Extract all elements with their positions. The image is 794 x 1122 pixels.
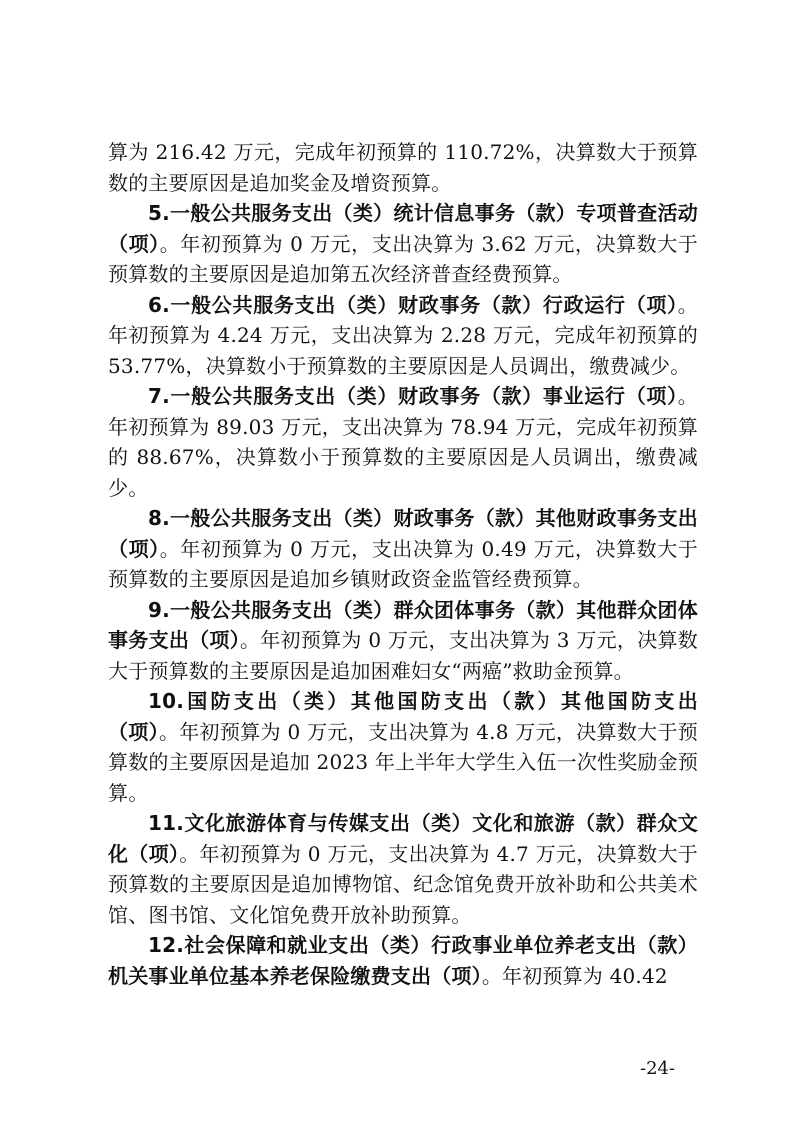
- item-8-body: 。年初预算为 0 万元，支出决算为 0.49 万元，决算数大于预算数的主要原因是追加乡镇财政资金监管经费预算。: [108, 536, 698, 591]
- document-page: [108, 137, 698, 991]
- paragraph-item-5: [108, 198, 698, 290]
- paragraph-item-11: [108, 808, 698, 930]
- paragraph-item-12: [108, 930, 698, 991]
- paragraph-item-10: [108, 686, 698, 808]
- item-11-heading: 11.文化旅游体育与传媒支出（类）文化和旅游（款）群众文化（项）: [108, 811, 698, 866]
- item-8-heading: 8.一般公共服务支出（类）财政事务（款）其他财政事务支出（项）: [108, 506, 698, 561]
- paragraph-1: [108, 137, 698, 198]
- page-number: -24-: [640, 1058, 676, 1079]
- item-6-body: 。年初预算为 4.24 万元，支出决算为 2.28 万元，完成年初预算的 53.77%，决算数小于预算数的主要原因是人员调出，缴费减少。: [108, 292, 698, 378]
- item-5-heading: 5.一般公共服务支出（类）统计信息事务（款）专项普查活动（项）: [108, 201, 698, 256]
- paragraph-item-7: [108, 381, 698, 503]
- item-12-body: 。年初预算为 40.42: [481, 963, 668, 988]
- paragraph-item-8: [108, 503, 698, 595]
- item-10-heading: 10.国防支出（类）其他国防支出（款）其他国防支出（项）: [108, 689, 698, 744]
- item-7-body: 。年初预算为 89.03 万元，支出决算为 78.94 万元，完成年初预算的 88.67%，决算数小于预算数的主要原因是人员调出，缴费减少。: [108, 384, 698, 500]
- item-6-heading: 6.一般公共服务支出（类）财政事务（款）行政运行（项）: [148, 292, 678, 317]
- item-12-heading: 12.社会保障和就业支出（类）行政事业单位养老支出（款）机关事业单位基本养老保险缴费支出（项）: [108, 933, 698, 988]
- item-9-heading: 9.一般公共服务支出（类）群众团体事务（款）其他群众团体事务支出（项）: [108, 597, 698, 652]
- paragraph-1-body: 算为 216.42 万元，完成年初预算的 110.72%，决算数大于预算数的主要原因是追加奖金及增资预算。: [108, 140, 698, 195]
- paragraph-item-6: [108, 290, 698, 382]
- item-7-heading: 7.一般公共服务支出（类）财政事务（款）事业运行（项）: [148, 384, 678, 408]
- paragraph-item-9: [108, 595, 698, 687]
- item-10-body: 。年初预算为 0 万元，支出决算为 4.8 万元，决算数大于预算数的主要原因是追加 2023 年上半年大学生入伍一次性奖励金预算。: [108, 719, 699, 805]
- item-9-body: 。年初预算为 0 万元，支出决算为 3 万元，决算数大于预算数的主要原因是追加困难妇女“两癌”救助金预算。: [108, 628, 698, 683]
- item-5-body: 。年初预算为 0 万元，支出决算为 3.62 万元，决算数大于预算数的主要原因是追加第五次经济普查经费预算。: [108, 231, 698, 286]
- item-11-body: 。年初预算为 0 万元，支出决算为 4.7 万元，决算数大于预算数的主要原因是追加博物馆、纪念馆免费开放补助和公共美术馆、图书馆、文化馆免费开放补助预算。: [108, 841, 698, 927]
